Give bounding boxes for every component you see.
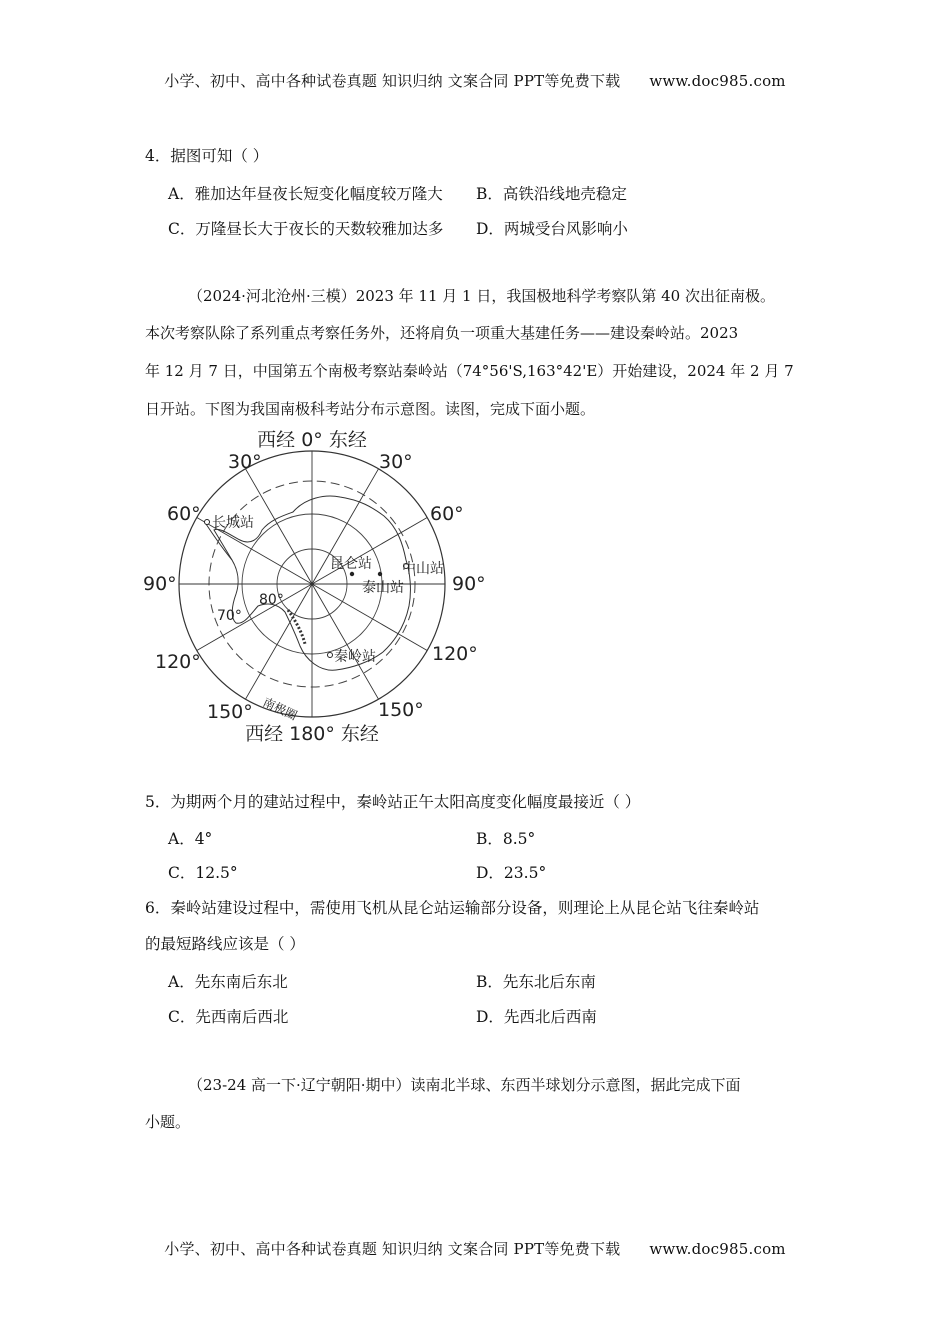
passage1-line3: 年 12 月 7 日，中国第五个南极考察站秦岭站（74°56'S,163°42'E）开始建设，2024 年 2 月 7 bbox=[145, 362, 794, 380]
passage1-line2: 本次考察队除了系列重点考察任务外，还将肩负一项重大基建任务——建设秦岭站。2023 bbox=[145, 324, 739, 342]
q5-option-c: C．12.5° bbox=[168, 864, 238, 882]
label-e60: 60° bbox=[430, 503, 464, 525]
label-w60: 60° bbox=[167, 503, 201, 525]
q5-option-a: A．4° bbox=[168, 830, 213, 848]
label-w120: 120° bbox=[155, 651, 201, 673]
label-lat80: 80° bbox=[259, 592, 284, 608]
header-text: 小学、初中、高中各种试卷真题 知识归纳 文案合同 PPT等免费下载 bbox=[164, 72, 621, 90]
q6-stem-line2: 的最短路线应该是（ ） bbox=[145, 935, 305, 953]
passage2-line1: （23-24 高一下·辽宁朝阳·期中）读南北半球、东西半球划分示意图，据此完成下面 bbox=[188, 1076, 741, 1094]
qinling-station-dot bbox=[328, 653, 333, 658]
q6-option-c: C．先西南后西北 bbox=[168, 1008, 289, 1026]
header-site: www.doc985.com bbox=[649, 72, 786, 90]
passage1-line1: （2024·河北沧州·三模）2023 年 11 月 1 日，我国极地科学考察队第 40 次出征南极。 bbox=[188, 287, 775, 305]
passage1-line4: 日开站。下图为我国南极科考站分布示意图。读图，完成下面小题。 bbox=[145, 400, 596, 418]
label-e120: 120° bbox=[432, 643, 478, 665]
antarctica-station-map bbox=[140, 425, 500, 750]
label-antarctic-circle: 南极圈 bbox=[260, 695, 300, 723]
footer-site: www.doc985.com bbox=[649, 1240, 786, 1258]
q5-stem: 5．为期两个月的建站过程中，秦岭站正午太阳高度变化幅度最接近（ ） bbox=[145, 793, 641, 811]
q4-stem: 4．据图可知（ ） bbox=[145, 147, 269, 165]
label-qinling: 秦岭站 bbox=[334, 649, 376, 665]
q5-option-b: B．8.5° bbox=[476, 830, 536, 848]
map-top-label: 西经 0° 东经 bbox=[257, 429, 367, 451]
kunlun-station-dot bbox=[350, 572, 354, 576]
footer-text: 小学、初中、高中各种试卷真题 知识归纳 文案合同 PPT等免费下载 bbox=[164, 1240, 621, 1258]
q6-option-d: D．先西北后西南 bbox=[476, 1008, 597, 1026]
changcheng-station-dot bbox=[205, 520, 210, 525]
label-taishan: 泰山站 bbox=[362, 580, 404, 596]
label-w150: 150° bbox=[207, 701, 253, 723]
passage2-line2: 小题。 bbox=[145, 1113, 191, 1131]
label-e30: 30° bbox=[379, 451, 413, 473]
label-changcheng: 长城站 bbox=[212, 515, 254, 531]
page-footer bbox=[0, 1238, 950, 1259]
label-zhongshan: 中山站 bbox=[402, 561, 444, 577]
q6-stem-line1: 6．秦岭站建设过程中，需使用飞机从昆仑站运输部分设备，则理论上从昆仑站飞往秦岭站 bbox=[145, 899, 760, 917]
map-bottom-label: 西经 180° 东经 bbox=[245, 723, 379, 745]
label-w30: 30° bbox=[228, 451, 262, 473]
label-e150: 150° bbox=[378, 699, 424, 721]
page-header bbox=[0, 70, 950, 91]
q6-option-b: B．先东北后东南 bbox=[476, 973, 596, 991]
taishan-station-dot bbox=[378, 572, 382, 576]
q4-option-c: C．万隆昼长大于夜长的天数较雅加达多 bbox=[168, 220, 444, 238]
q4-option-d: D．两城受台风影响小 bbox=[476, 220, 628, 238]
label-e90: 90° bbox=[452, 573, 486, 595]
label-w90: 90° bbox=[143, 573, 177, 595]
q4-option-a: A．雅加达年昼夜长短变化幅度较万隆大 bbox=[168, 185, 443, 203]
label-lat70: 70° bbox=[217, 608, 242, 624]
q4-option-b: B．高铁沿线地壳稳定 bbox=[476, 185, 627, 203]
q5-option-d: D．23.5° bbox=[476, 864, 547, 882]
q6-option-a: A．先东南后东北 bbox=[168, 973, 288, 991]
label-kunlun: 昆仑站 bbox=[330, 556, 372, 572]
